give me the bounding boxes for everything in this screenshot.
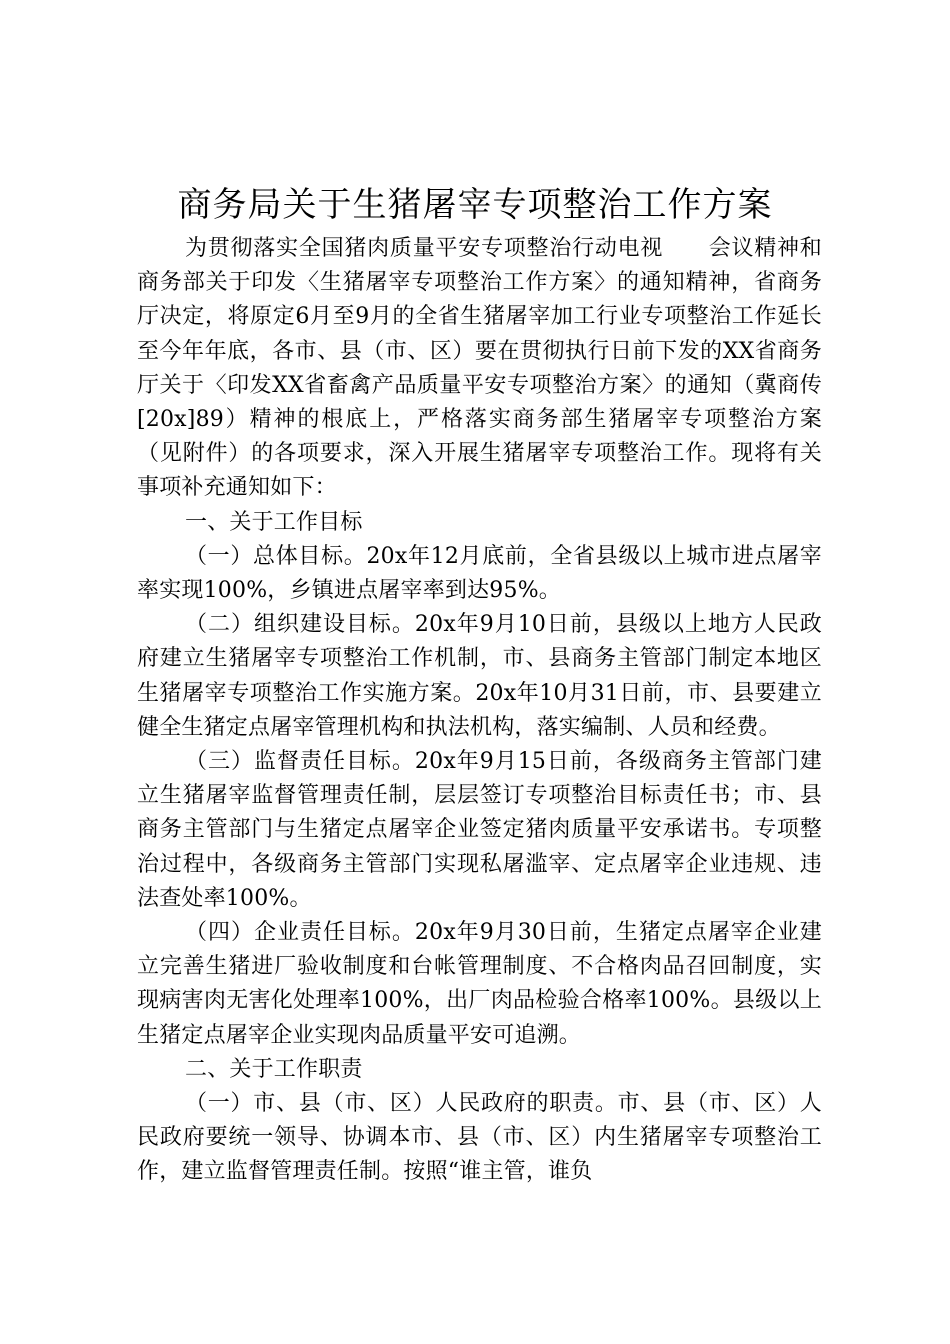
intro-paragraph: 为贯彻落实全国猪肉质量平安专项整治行动电视 会议精神和商务部关于印发〈生猪屠宰专项整治工作方案〉的通知精神，省商务厅决定，将原定6月至9月的全省生猪屠宰加工行业专项整治工作延长至今年年底，各市、县（市、区）要在贯彻执行日前下发的XX省商务厅关于〈印发XX省畜禽产品质量平安专项整治方案〉的通知（冀商传[20x]89）精神的根底上，严格落实商务部生猪屠宰专项整治方案（见附件）的各项要求，深入开展生猪屠宰专项整治工作。现将有关事项补充通知如下： [137, 236, 822, 501]
document-title: 商务局关于生猪屠宰专项整治工作方案 [177, 185, 773, 225]
goal-organization-paragraph: （二）组织建设目标。20x年9月10日前，县级以上地方人民政府建立生猪屠宰专项整治工作机制，市、县商务主管部门制定本地区生猪屠宰专项整治工作实施方案。20x年10月31日前，市、县要建立健全生猪定点屠宰管理机构和执法机构，落实编制、人员和经费。 [137, 612, 822, 740]
goal-enterprise-paragraph: （四）企业责任目标。20x年9月30日前，生猪定点屠宰企业建立完善生猪进厂验收制度和台帐管理制度、不合格肉品召回制度，实现病害肉无害化处理率100%，出厂肉品检验合格率100%。县级以上生猪定点屠宰企业实现肉品质量平安可追溯。 [137, 920, 822, 1048]
goal-overall-paragraph: （一）总体目标。20x年12月底前，全省县级以上城市进点屠宰率实现100%，乡镇进点屠宰率到达95%。 [137, 543, 822, 604]
goal-supervision-paragraph: （三）监督责任目标。20x年9月15日前，各级商务主管部门建立生猪屠宰监督管理责任制，层层签订专项整治目标责任书；市、县商务主管部门与生猪定点屠宰企业签定猪肉质量平安承诺书。专项整治过程中，各级商务主管部门实现私屠滥宰、定点屠宰企业违规、违法查处率100%。 [137, 749, 822, 911]
section-heading-duties: 二、关于工作职责 [185, 1056, 363, 1082]
duty-government-paragraph: （一）市、县（市、区）人民政府的职责。市、县（市、区）人民政府要统一领导、协调本市、县（市、区）内生猪屠宰专项整治工作，建立监督管理责任制。按照“谁主管，谁负 [137, 1091, 822, 1185]
document-body [137, 232, 822, 1190]
section-heading-goals: 一、关于工作目标 [185, 509, 363, 535]
